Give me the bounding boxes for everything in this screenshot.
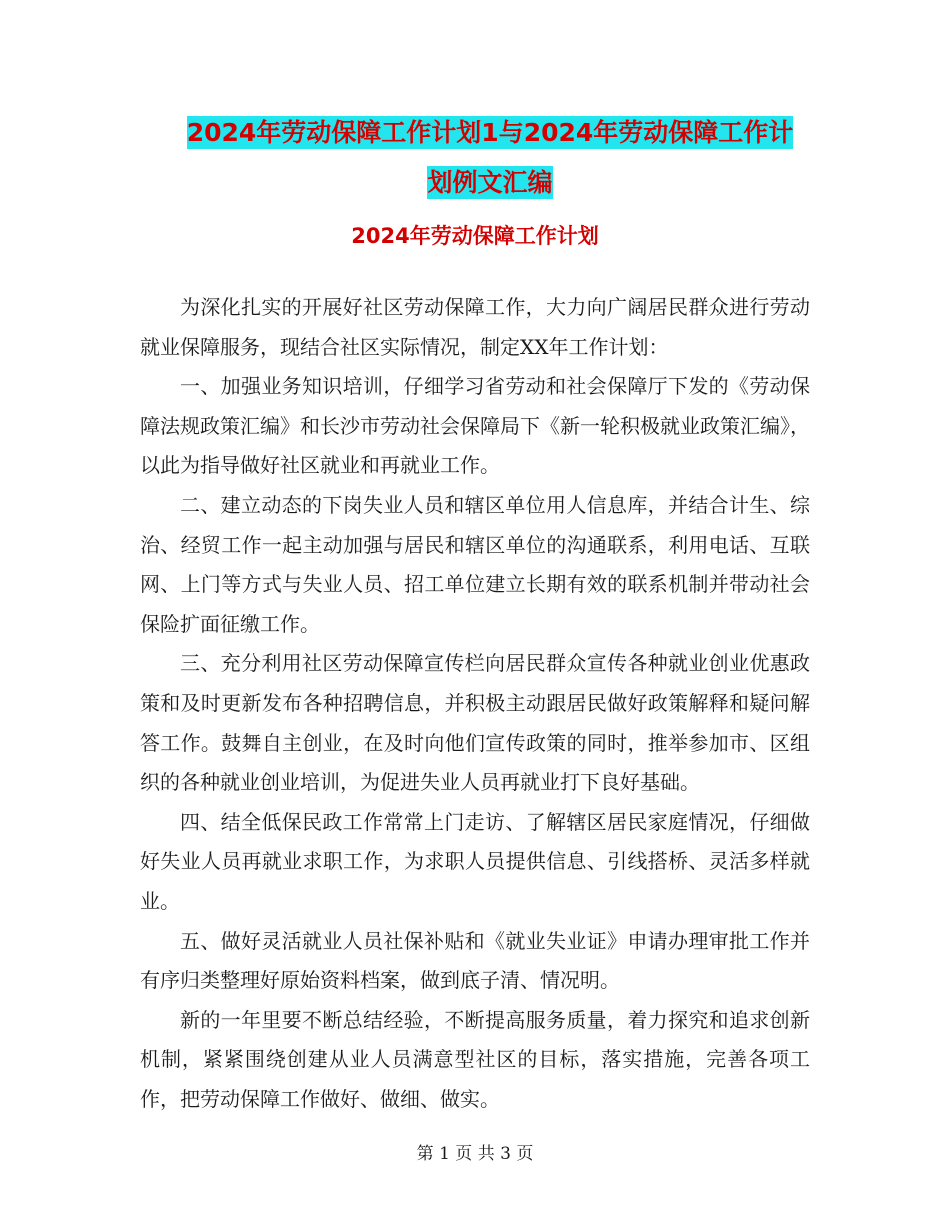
- paragraph-conclusion: 新的一年里要不断总结经验，不断提高服务质量，着力探究和追求创新机制，紧紧围绕创建从业人员满意型社区的目标，落实措施，完善各项工作，把劳动保障工作做好、做细、做实。: [140, 1007, 810, 1111]
- paragraph-item-5: 五、做好灵活就业人员社保补贴和《就业失业证》申请办理审批工作并有序归类整理好原始资料档案，做到底子清、情况明。: [140, 928, 810, 993]
- document-title-line-2: 划例文汇编: [427, 168, 553, 197]
- paragraph-item-1: 一、加强业务知识培训，仔细学习省劳动和社会保障厅下发的《劳动保障法规政策汇编》和长沙市劳动社会保障局下《新一轮积极就业政策汇编》，以此为指导做好社区就业和再就业工作。: [140, 374, 810, 478]
- document-title: [140, 108, 840, 208]
- document-title-line-1: 2024年劳动保障工作计划1与2024年劳动保障工作计: [186, 118, 794, 147]
- paragraph-intro: 为深化扎实的开展好社区劳动保障工作，大力向广阔居民群众进行劳动就业保障服务，现结合社区实际情况，制定XX年工作计划：: [140, 295, 810, 359]
- section-title: 2024年劳动保障工作计划: [351, 224, 599, 248]
- page-number-footer: 第 1 页 共 3 页: [416, 1144, 534, 1164]
- document-body: [140, 288, 810, 1119]
- paragraph-item-2: 二、建立动态的下岗失业人员和辖区单位用人信息库，并结合计生、综治、经贸工作一起主动加强与居民和辖区单位的沟通联系，利用电话、互联网、上门等方式与失业人员、招工单位建立长期有效的联系机制并带动社会保险扩面征缴工作。: [140, 492, 810, 636]
- paragraph-item-4: 四、结全低保民政工作常常上门走访、了解辖区居民家庭情况，仔细做好失业人员再就业求职工作，为求职人员提供信息、引线搭桥、灵活多样就业。: [140, 809, 810, 913]
- paragraph-item-3: 三、充分利用社区劳动保障宣传栏向居民群众宣传各种就业创业优惠政策和及时更新发布各种招聘信息，并积极主动跟居民做好政策解释和疑问解答工作。鼓舞自主创业，在及时向他们宣传政策的同时，推举参加市、区组织的各种就业创业培训，为促进失业人员再就业打下良好基础。: [140, 651, 810, 795]
